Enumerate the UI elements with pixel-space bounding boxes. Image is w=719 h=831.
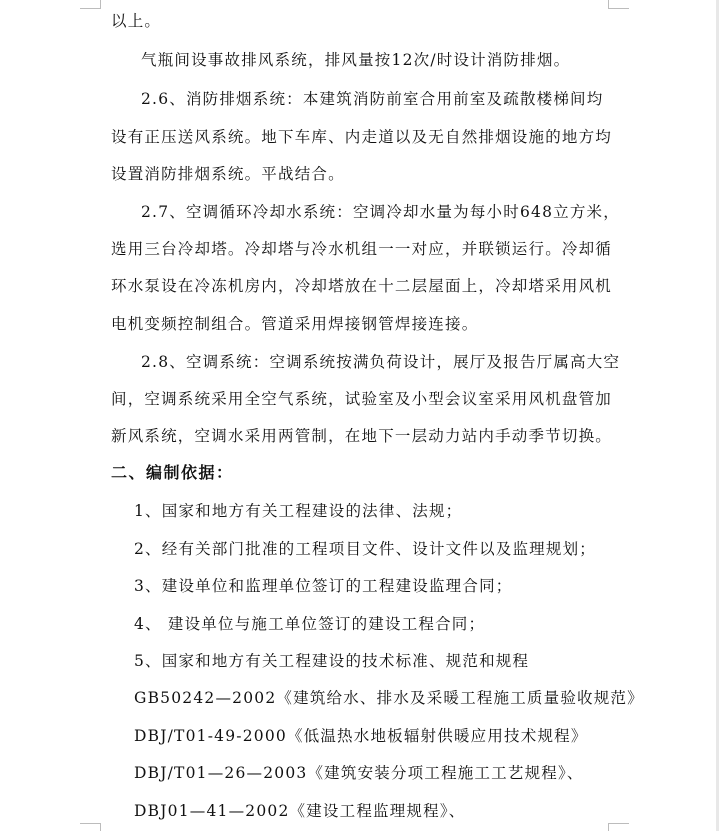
crop-mark-top-right: [608, 0, 629, 9]
list-item: 1、国家和地方有关工程建设的法律、法规；: [134, 502, 463, 520]
text-line: 2.6、消防排烟系统：本建筑消防前室合用前室及疏散楼梯间均: [141, 90, 604, 108]
crop-mark-bottom-left: [80, 823, 101, 831]
crop-mark-bottom-right: [608, 823, 629, 831]
text-line: 气瓶间设事故排风系统，排风量按12次/时设计消防排烟。: [141, 51, 571, 69]
list-item: 3、建设单位和监理单位签订的工程建设监理合同；: [134, 577, 513, 595]
text-line: 以上。: [111, 12, 162, 30]
list-item: 5、国家和地方有关工程建设的技术标准、规范和规程: [134, 652, 530, 670]
list-item: 4、 建设单位与施工单位签订的建设工程合同；: [134, 615, 486, 633]
text-line: 2.8、空调系统：空调系统按满负荷设计，展厅及报告厅属高大空: [141, 353, 621, 371]
text-line: 设置消防排烟系统。平战结合。: [111, 165, 345, 183]
text-line: 选用三台冷却塔。冷却塔与冷水机组一一对应，并联锁运行。冷却循: [111, 240, 613, 258]
text-line: 电机变频控制组合。管道采用焊接钢管焊接连接。: [111, 315, 479, 333]
text-line: 设有正压送风系统。地下车库、内走道以及无自然排烟设施的地方均: [111, 128, 613, 146]
text-line: 2.7、空调循环冷却水系统：空调冷却水量为每小时648立方米，: [141, 203, 620, 221]
text-line: 环水泵设在冷冻机房内，冷却塔放在十二层屋面上，冷却塔采用风机: [111, 277, 613, 295]
crop-mark-top-left: [80, 0, 101, 9]
standard-item: GB50242—2002《建筑给水、排水及采暖工程施工质量验收规范》: [134, 689, 644, 707]
standard-item: DBJ01—41—2002《建设工程监理规程》、: [134, 802, 466, 820]
text-line: 新风系统，空调水采用两管制，在地下一层动力站内手动季节切换。: [111, 427, 613, 445]
standard-item: DBJ/T01-49-2000《低温热水地板辐射供暖应用技术规程》: [134, 727, 588, 745]
text-line: 间，空调系统采用全空气系统，试验室及小型会议室采用风机盘管加: [111, 390, 613, 408]
section-heading: 二、编制依据：: [111, 463, 234, 482]
standard-item: DBJ/T01—26—2003《建筑安装分项工程施工工艺规程》、: [134, 764, 584, 782]
list-item: 2、经有关部门批准的工程项目文件、设计文件以及监理规划；: [134, 540, 596, 558]
